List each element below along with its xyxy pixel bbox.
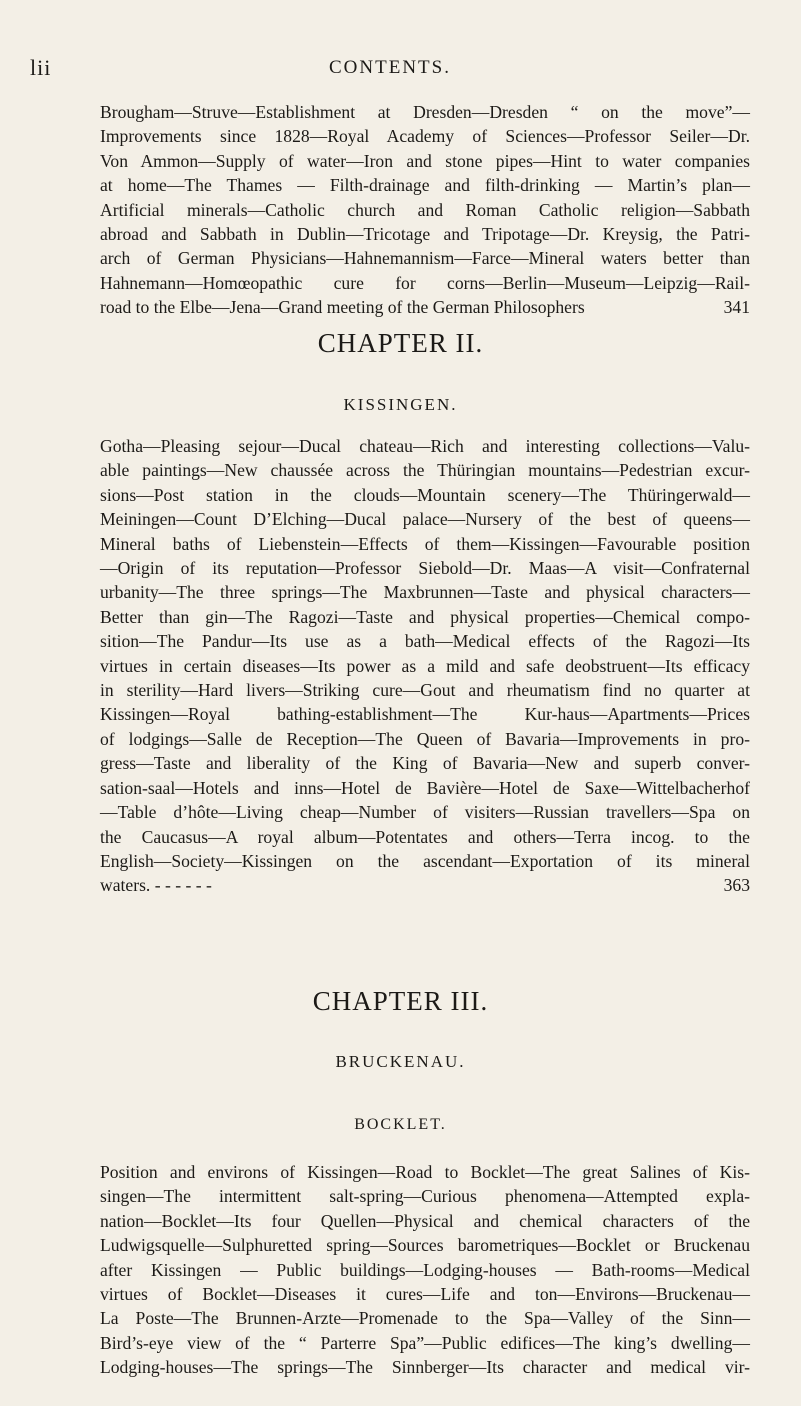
chapter-3-heading: CHAPTER III.	[312, 986, 489, 1016]
text-line: waters. - - - - - -	[100, 875, 212, 896]
text-line: abroad and Sabbath in Dublin—Tricotage and Tripotage—Dr. Kreysig, the Patri-	[100, 224, 750, 245]
text-line: gress—Taste and liberality of the King of Bavaria—New and superb conver-	[100, 753, 750, 774]
text-line: sions—Post station in the clouds—Mountain scenery—The Thüringerwald—	[100, 484, 750, 505]
text-line: in sterility—Hard livers—Striking cure—Gout and rheumatism find no quarter at	[100, 680, 750, 701]
page-header	[30, 55, 750, 85]
contents-paragraph-chapter-2	[100, 434, 750, 898]
text-line: sation-saal—Hotels and inns—Hotel de Bavière—Hotel de Saxe—Wittelbacherhof	[100, 777, 750, 798]
page-reference: 363	[723, 875, 750, 896]
running-head: CONTENTS.	[329, 57, 451, 78]
text-line: after Kissingen — Public buildings—Lodging-houses — Bath-rooms—Medical	[100, 1259, 750, 1280]
contents-paragraph-chapter-1-tail	[100, 100, 750, 320]
text-line: Mineral baths of Liebenstein—Effects of them—Kissingen—Favourable position	[100, 533, 750, 554]
text-line: at home—The Thames — Filth-drainage and filth-drinking — Martin’s plan—	[100, 175, 750, 196]
chapter-3-subtitle: BOCKLET.	[354, 1116, 447, 1133]
text-line: virtues of Bocklet—Diseases it cures—Life and ton—Environs—Bruckenau—	[100, 1284, 750, 1305]
text-line: Improvements since 1828—Royal Academy of Sciences—Professor Seiler—Dr.	[100, 126, 750, 147]
text-line: Ludwigsquelle—Sulphuretted spring—Sources barometriques—Bocklet or Bruckenau	[100, 1235, 750, 1256]
text-line: Better than gin—The Ragozi—Taste and physical properties—Chemical compo-	[100, 606, 750, 627]
text-line: La Poste—The Brunnen-Arzte—Promenade to the Spa—Valley of the Sinn—	[100, 1308, 750, 1329]
text-line: —Origin of its reputation—Professor Siebold—Dr. Maas—A visit—Confraternal	[100, 558, 750, 579]
text-line-last	[100, 295, 750, 319]
text-line: Artificial minerals—Catholic church and Roman Catholic religion—Sabbath	[100, 199, 750, 220]
text-line: Position and environs of Kissingen—Road to Bocklet—The great Salines of Kis-	[100, 1162, 750, 1182]
text-line: Brougham—Struve—Establishment at Dresden—Dresden “ on the move”—	[100, 102, 750, 122]
page-reference: 341	[723, 297, 750, 318]
text-line: nation—Bocklet—Its four Quellen—Physical and chemical characters of the	[100, 1210, 750, 1231]
text-line: road to the Elbe—Jena—Grand meeting of the German Philosophers	[100, 297, 585, 318]
folio-number: lii	[30, 55, 52, 80]
text-line: Von Ammon—Supply of water—Iron and stone pipes—Hint to water companies	[100, 150, 750, 171]
text-line: singen—The intermittent salt-spring—Curious phenomena—Attempted expla-	[100, 1186, 750, 1207]
chapter-2-title: KISSINGEN.	[343, 395, 458, 414]
text-line: English—Society—Kissingen on the ascendant—Exportation of its mineral	[100, 850, 750, 871]
text-line: of lodgings—Salle de Reception—The Queen of Bavaria—Improvements in pro-	[100, 728, 750, 749]
text-line: the Caucasus—A royal album—Potentates and others—Terra incog. to the	[100, 826, 750, 847]
text-line: Gotha—Pleasing sejour—Ducal chateau—Rich and interesting collections—Valu-	[100, 436, 750, 456]
text-line: sition—The Pandur—Its use as a bath—Medical effects of the Ragozi—Its	[100, 631, 750, 652]
text-line: virtues in certain diseases—Its power as a mild and safe deobstruent—Its efficacy	[100, 655, 750, 676]
text-line: Meiningen—Count D’Elching—Ducal palace—Nursery of the best of queens—	[100, 509, 750, 530]
chapter-2-heading: CHAPTER II.	[317, 328, 484, 358]
text-line: Bird’s-eye view of the “ Parterre Spa”—Public edifices—The king’s dwelling—	[100, 1332, 750, 1353]
text-line: urbanity—The three springs—The Maxbrunnen—Taste and physical characters—	[100, 582, 750, 603]
chapter-3-title: BRUCKENAU.	[335, 1052, 466, 1071]
text-line: Hahnemann—Homœopathic cure for corns—Berlin—Museum—Leipzig—Rail-	[100, 272, 750, 293]
text-line: arch of German Physicians—Hahnemannism—Farce—Mineral waters better than	[100, 248, 750, 269]
contents-paragraph-chapter-3	[100, 1160, 750, 1380]
text-line-last	[100, 873, 750, 897]
text-line: —Table d’hôte—Living cheap—Number of visiters—Russian travellers—Spa on	[100, 802, 750, 823]
text-line: Lodging-houses—The springs—The Sinnberger—Its character and medical vir-	[100, 1357, 750, 1378]
text-line: able paintings—New chaussée across the Thüringian mountains—Pedestrian excur-	[100, 460, 750, 481]
text-line: Kissingen—Royal bathing-establishment—The Kur-haus—Apartments—Prices	[100, 704, 750, 725]
